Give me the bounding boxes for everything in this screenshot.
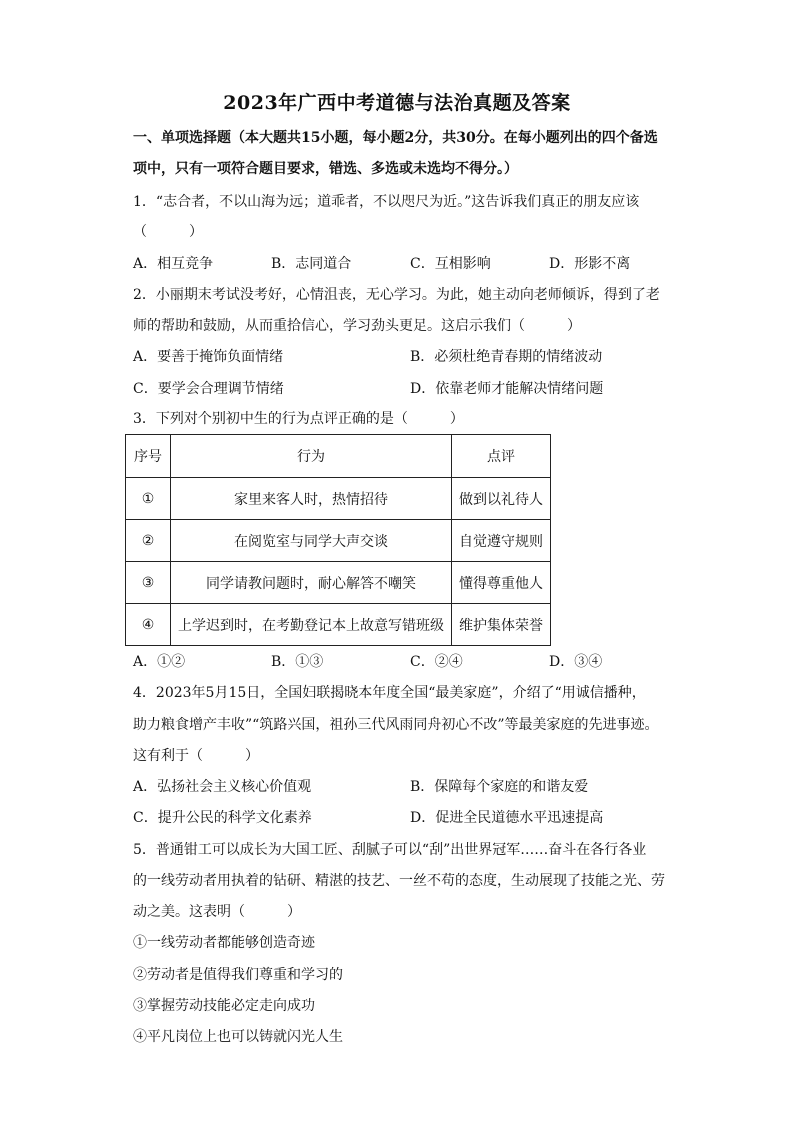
question-4-stem-line-3: 这有利于（ ） bbox=[133, 748, 259, 764]
table-cell-number: ① bbox=[126, 478, 171, 520]
table-row bbox=[126, 604, 551, 646]
table-header-cell: 序号 bbox=[126, 435, 171, 478]
page-title: 2023年广西中考道德与法治真题及答案 bbox=[223, 92, 571, 114]
question-5-statement-4: ④平凡岗位上也可以铸就闪光人生 bbox=[133, 1029, 343, 1045]
question-4-stem-line-1: 4．2023年5月15日，全国妇联揭晓本年度全国“最美家庭”，介绍了“用诚信播种， bbox=[133, 685, 646, 701]
question-5-stem-line-2: 的一线劳动者用执着的钻研、精湛的技艺、一丝不苟的态度，生动展现了技能之光、劳 bbox=[133, 873, 665, 889]
table-cell-number: ④ bbox=[126, 604, 171, 646]
question-3-option-d[interactable]: D．③④ bbox=[549, 654, 603, 670]
section-instruction-line-1: 一、单项选择题（本大题共15小题，每小题2分，共30分。在每小题列出的四个备选 bbox=[133, 130, 658, 146]
question-3-option-b[interactable]: B．①③ bbox=[271, 654, 324, 670]
table-row bbox=[126, 520, 551, 562]
question-4-stem-line-2: 助力粮食增产丰收”“筑路兴国，祖孙三代风雨同舟初心不改”等最美家庭的先进事迹。 bbox=[133, 717, 659, 733]
question-2-stem-line-1: 2．小丽期末考试没考好，心情沮丧，无心学习。为此，她主动向老师倾诉，得到了老 bbox=[133, 287, 660, 303]
table-header-cell: 点评 bbox=[452, 435, 551, 478]
question-5-stem-line-1: 5．普通钳工可以成长为大国工匠、刮腻子可以“刮”出世界冠军……奋斗在各行各业 bbox=[133, 842, 647, 858]
question-4-option-c[interactable]: C．提升公民的科学文化素养 bbox=[133, 810, 312, 826]
table-cell-behavior: 同学请教问题时，耐心解答不嘲笑 bbox=[171, 562, 452, 604]
question-2-option-c[interactable]: C．要学会合理调节情绪 bbox=[133, 381, 284, 397]
table-cell-comment: 做到以礼待人 bbox=[452, 478, 551, 520]
table-cell-comment: 维护集体荣誉 bbox=[452, 604, 551, 646]
question-3-stem: 3．下列对个别初中生的行为点评正确的是（ ） bbox=[133, 411, 464, 427]
question-1-blank: （ ） bbox=[133, 224, 203, 240]
question-4-option-d[interactable]: D．促进全民道德水平迅速提高 bbox=[410, 810, 604, 826]
table-cell-number: ② bbox=[126, 520, 171, 562]
table-cell-behavior: 上学迟到时，在考勤登记本上故意写错班级 bbox=[171, 604, 452, 646]
question-4-option-a[interactable]: A．弘扬社会主义核心价值观 bbox=[133, 779, 312, 795]
question-1-option-d[interactable]: D．形影不离 bbox=[549, 256, 631, 272]
question-2-stem-line-2: 师的帮助和鼓励，从而重拾信心，学习劲头更足。这启示我们（ ） bbox=[133, 318, 581, 334]
table-cell-comment: 自觉遵守规则 bbox=[452, 520, 551, 562]
question-5-stem-line-3: 动之美。这表明（ ） bbox=[133, 904, 301, 920]
question-2-option-a[interactable]: A．要善于掩饰负面情绪 bbox=[133, 349, 284, 365]
table-cell-behavior: 家里来客人时，热情招待 bbox=[171, 478, 452, 520]
question-1-stem: 1．“志合者，不以山海为远；道乖者，不以咫尺为近。”这告诉我们真正的朋友应该 bbox=[133, 194, 640, 210]
question-1-option-b[interactable]: B．志同道合 bbox=[271, 256, 352, 272]
question-4-option-b[interactable]: B．保障每个家庭的和谐友爱 bbox=[410, 779, 589, 795]
behavior-table bbox=[125, 434, 551, 646]
table-header-row bbox=[126, 435, 551, 478]
question-2-option-b[interactable]: B．必须杜绝青春期的情绪波动 bbox=[410, 349, 603, 365]
question-2-option-d[interactable]: D．依靠老师才能解决情绪问题 bbox=[410, 381, 604, 397]
question-3-option-c[interactable]: C．②④ bbox=[410, 654, 463, 670]
question-1-option-c[interactable]: C．互相影响 bbox=[410, 256, 491, 272]
table-row bbox=[126, 478, 551, 520]
table-cell-comment: 懂得尊重他人 bbox=[452, 562, 551, 604]
section-instruction-line-2: 项中，只有一项符合题目要求，错选、多选或未选均不得分。） bbox=[133, 161, 518, 177]
table-cell-number: ③ bbox=[126, 562, 171, 604]
table-cell-behavior: 在阅览室与同学大声交谈 bbox=[171, 520, 452, 562]
question-5-statement-3: ③掌握劳动技能必定走向成功 bbox=[133, 998, 315, 1014]
table-row bbox=[126, 562, 551, 604]
question-5-statement-2: ②劳动者是值得我们尊重和学习的 bbox=[133, 967, 343, 983]
question-5-statement-1: ①一线劳动者都能够创造奇迹 bbox=[133, 935, 315, 951]
question-1-option-a[interactable]: A．相互竞争 bbox=[133, 256, 214, 272]
question-3-option-a[interactable]: A．①② bbox=[133, 654, 186, 670]
table-header-cell: 行为 bbox=[171, 435, 452, 478]
